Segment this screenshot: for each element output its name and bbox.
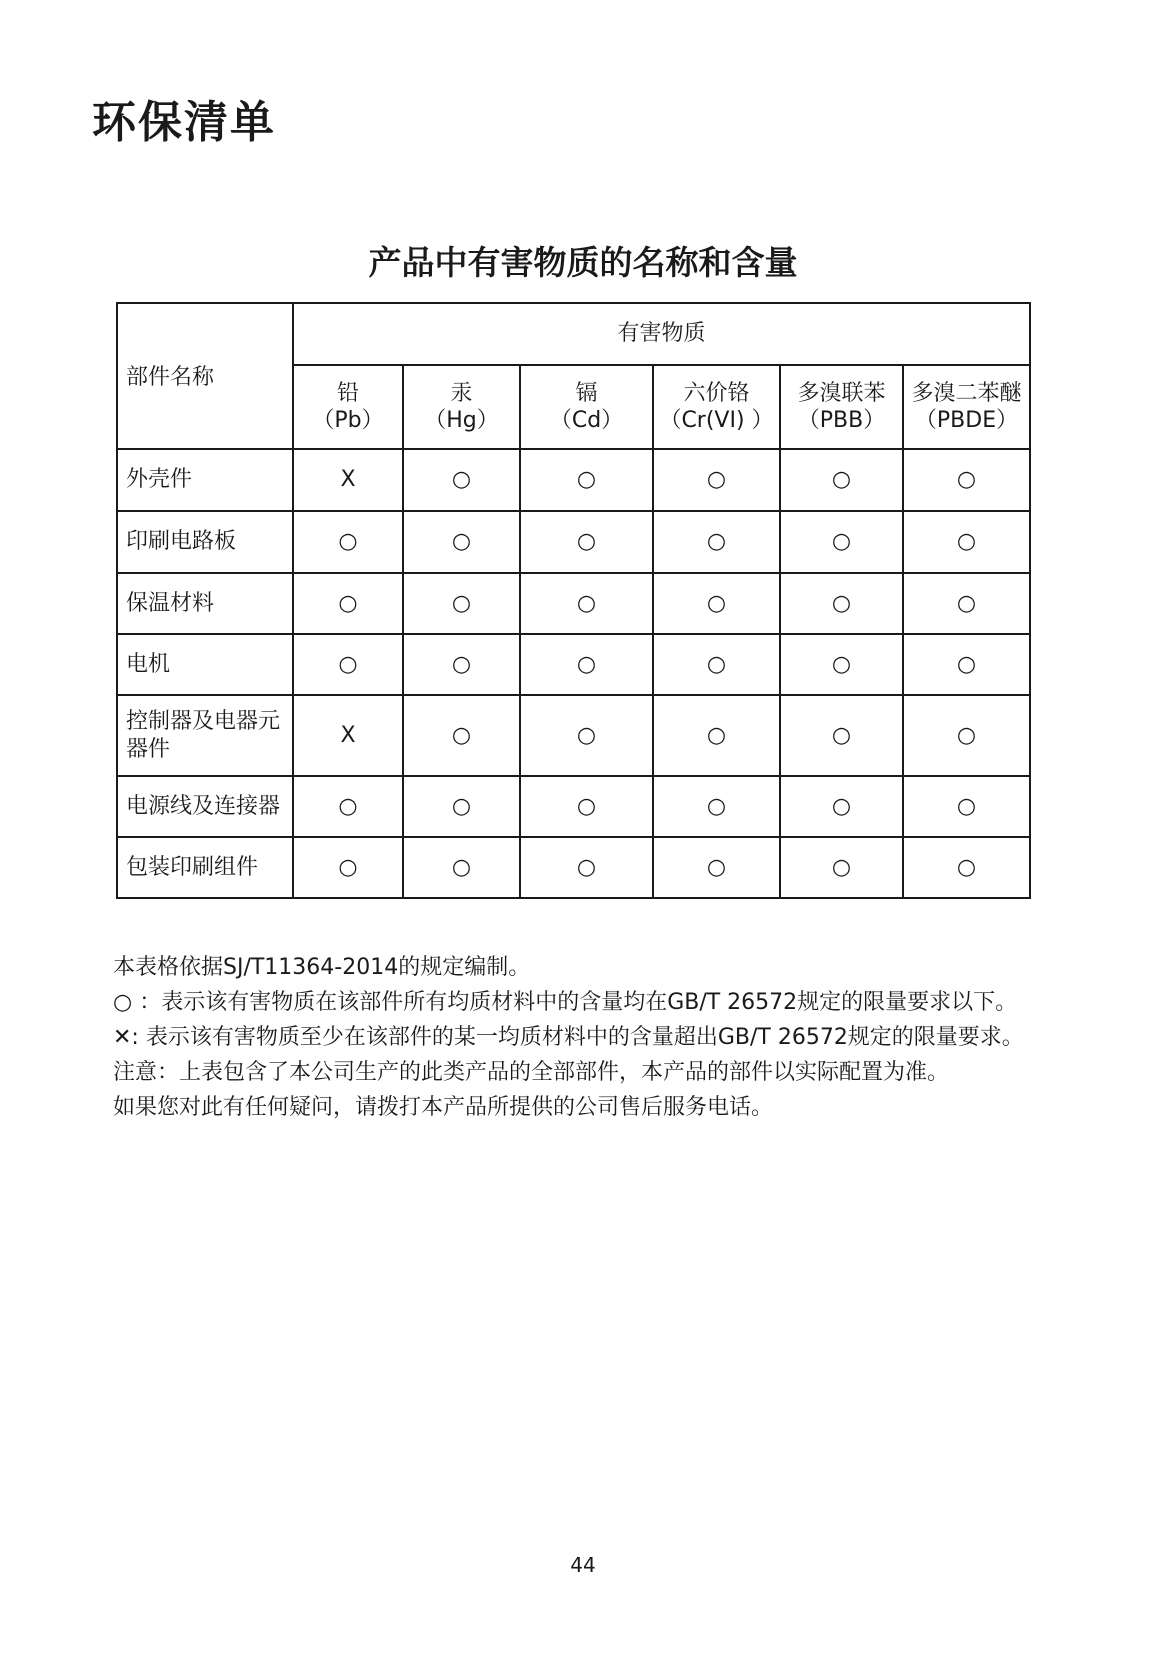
substance-mark: X [293, 449, 403, 511]
note-contact: 如果您对此有任何疑问，请拨打本产品所提供的公司售后服务电话。 [113, 1095, 774, 1120]
substance-mark: ○ [520, 837, 653, 898]
part-name: 包装印刷组件 [117, 837, 293, 898]
part-name: 印刷电路板 [117, 511, 293, 573]
substance-name: 汞 [450, 380, 473, 406]
substance-mark: ○ [403, 837, 520, 898]
substance-mark: ○ [780, 695, 903, 776]
substance-header [653, 365, 780, 449]
substance-mark: ○ [403, 776, 520, 837]
table-row [117, 634, 1030, 695]
substance-mark: ○ [403, 511, 520, 573]
substance-name: 铅 [336, 380, 359, 406]
substance-mark: ○ [520, 634, 653, 695]
page-number: 44 [570, 1553, 596, 1577]
substance-symbol: （PBB） [797, 408, 886, 433]
substance-mark: ○ [780, 776, 903, 837]
substance-header [520, 365, 653, 449]
substance-mark: ○ [293, 837, 403, 898]
substance-mark: ○ [903, 695, 1030, 776]
part-name: 控制器及电器元器件 [117, 695, 293, 776]
page-title: 环保清单 [92, 97, 276, 148]
substance-mark: ○ [903, 634, 1030, 695]
part-name: 电源线及连接器 [117, 776, 293, 837]
substance-mark: ○ [653, 511, 780, 573]
substance-name: 镉 [575, 380, 598, 406]
table-title: 产品中有害物质的名称和含量 [368, 243, 798, 282]
table-row [117, 776, 1030, 837]
substance-mark: ○ [403, 634, 520, 695]
substance-mark: ○ [653, 449, 780, 511]
notes [113, 950, 1063, 1125]
substance-mark: ○ [293, 511, 403, 573]
substance-symbol: （Cr(VI) ） [659, 408, 774, 433]
substance-mark: ○ [780, 511, 903, 573]
table-row [117, 573, 1030, 634]
substance-mark: ○ [520, 776, 653, 837]
substance-mark: ○ [903, 511, 1030, 573]
table-row [117, 695, 1030, 776]
substance-mark: ○ [520, 449, 653, 511]
substance-mark: ○ [780, 573, 903, 634]
substance-header [293, 365, 403, 449]
substance-mark: ○ [403, 449, 520, 511]
substance-mark: ○ [903, 776, 1030, 837]
substance-mark: ○ [403, 573, 520, 634]
substance-mark: ○ [520, 511, 653, 573]
substance-symbol: （Cd） [549, 408, 624, 433]
substance-mark: ○ [293, 634, 403, 695]
part-name: 外壳件 [117, 449, 293, 511]
substance-mark: ○ [780, 837, 903, 898]
substance-name: 多溴联苯 [797, 380, 886, 406]
substance-header [403, 365, 520, 449]
hazardous-substance-header: 有害物质 [293, 303, 1030, 365]
substance-symbol: （Pb） [312, 408, 384, 433]
substance-mark: ○ [780, 449, 903, 511]
substance-mark: ○ [293, 573, 403, 634]
part-name: 电机 [117, 634, 293, 695]
substance-mark: ○ [903, 449, 1030, 511]
substance-header [903, 365, 1030, 449]
substance-mark: ○ [653, 695, 780, 776]
substance-mark: ○ [653, 837, 780, 898]
substance-name: 多溴二苯醚 [911, 380, 1022, 406]
part-name-header: 部件名称 [117, 303, 293, 449]
table-row [117, 837, 1030, 898]
hazardous-substance-table [116, 302, 1031, 899]
substance-mark: X [293, 695, 403, 776]
substance-name: 六价铬 [683, 380, 750, 406]
substance-symbol: （Hg） [424, 408, 499, 433]
table-row [117, 449, 1030, 511]
substance-mark: ○ [653, 634, 780, 695]
substance-mark: ○ [780, 634, 903, 695]
note-standard: 本表格依据SJ/T11364-2014的规定编制。 [113, 955, 531, 980]
note-attention: 注意：上表包含了本公司生产的此类产品的全部部件，本产品的部件以实际配置为准。 [113, 1060, 950, 1085]
substance-mark: ○ [903, 837, 1030, 898]
note-cross-meaning: ✕: 表示该有害物质至少在该部件的某一均质材料中的含量超出GB/T 26572规定的限量要求。 [113, 1025, 1024, 1050]
substance-mark: ○ [653, 776, 780, 837]
substance-header [780, 365, 903, 449]
substance-mark: ○ [653, 573, 780, 634]
substance-mark: ○ [903, 573, 1030, 634]
table-row [117, 511, 1030, 573]
substance-mark: ○ [520, 695, 653, 776]
substance-mark: ○ [293, 776, 403, 837]
substance-mark: ○ [403, 695, 520, 776]
note-circle-meaning: ○ ：表示该有害物质在该部件所有均质材料中的含量均在GB/T 26572规定的限量要求以下。 [113, 990, 1018, 1015]
substance-mark: ○ [520, 573, 653, 634]
part-name: 保温材料 [117, 573, 293, 634]
substance-symbol: （PBDE） [914, 408, 1019, 433]
